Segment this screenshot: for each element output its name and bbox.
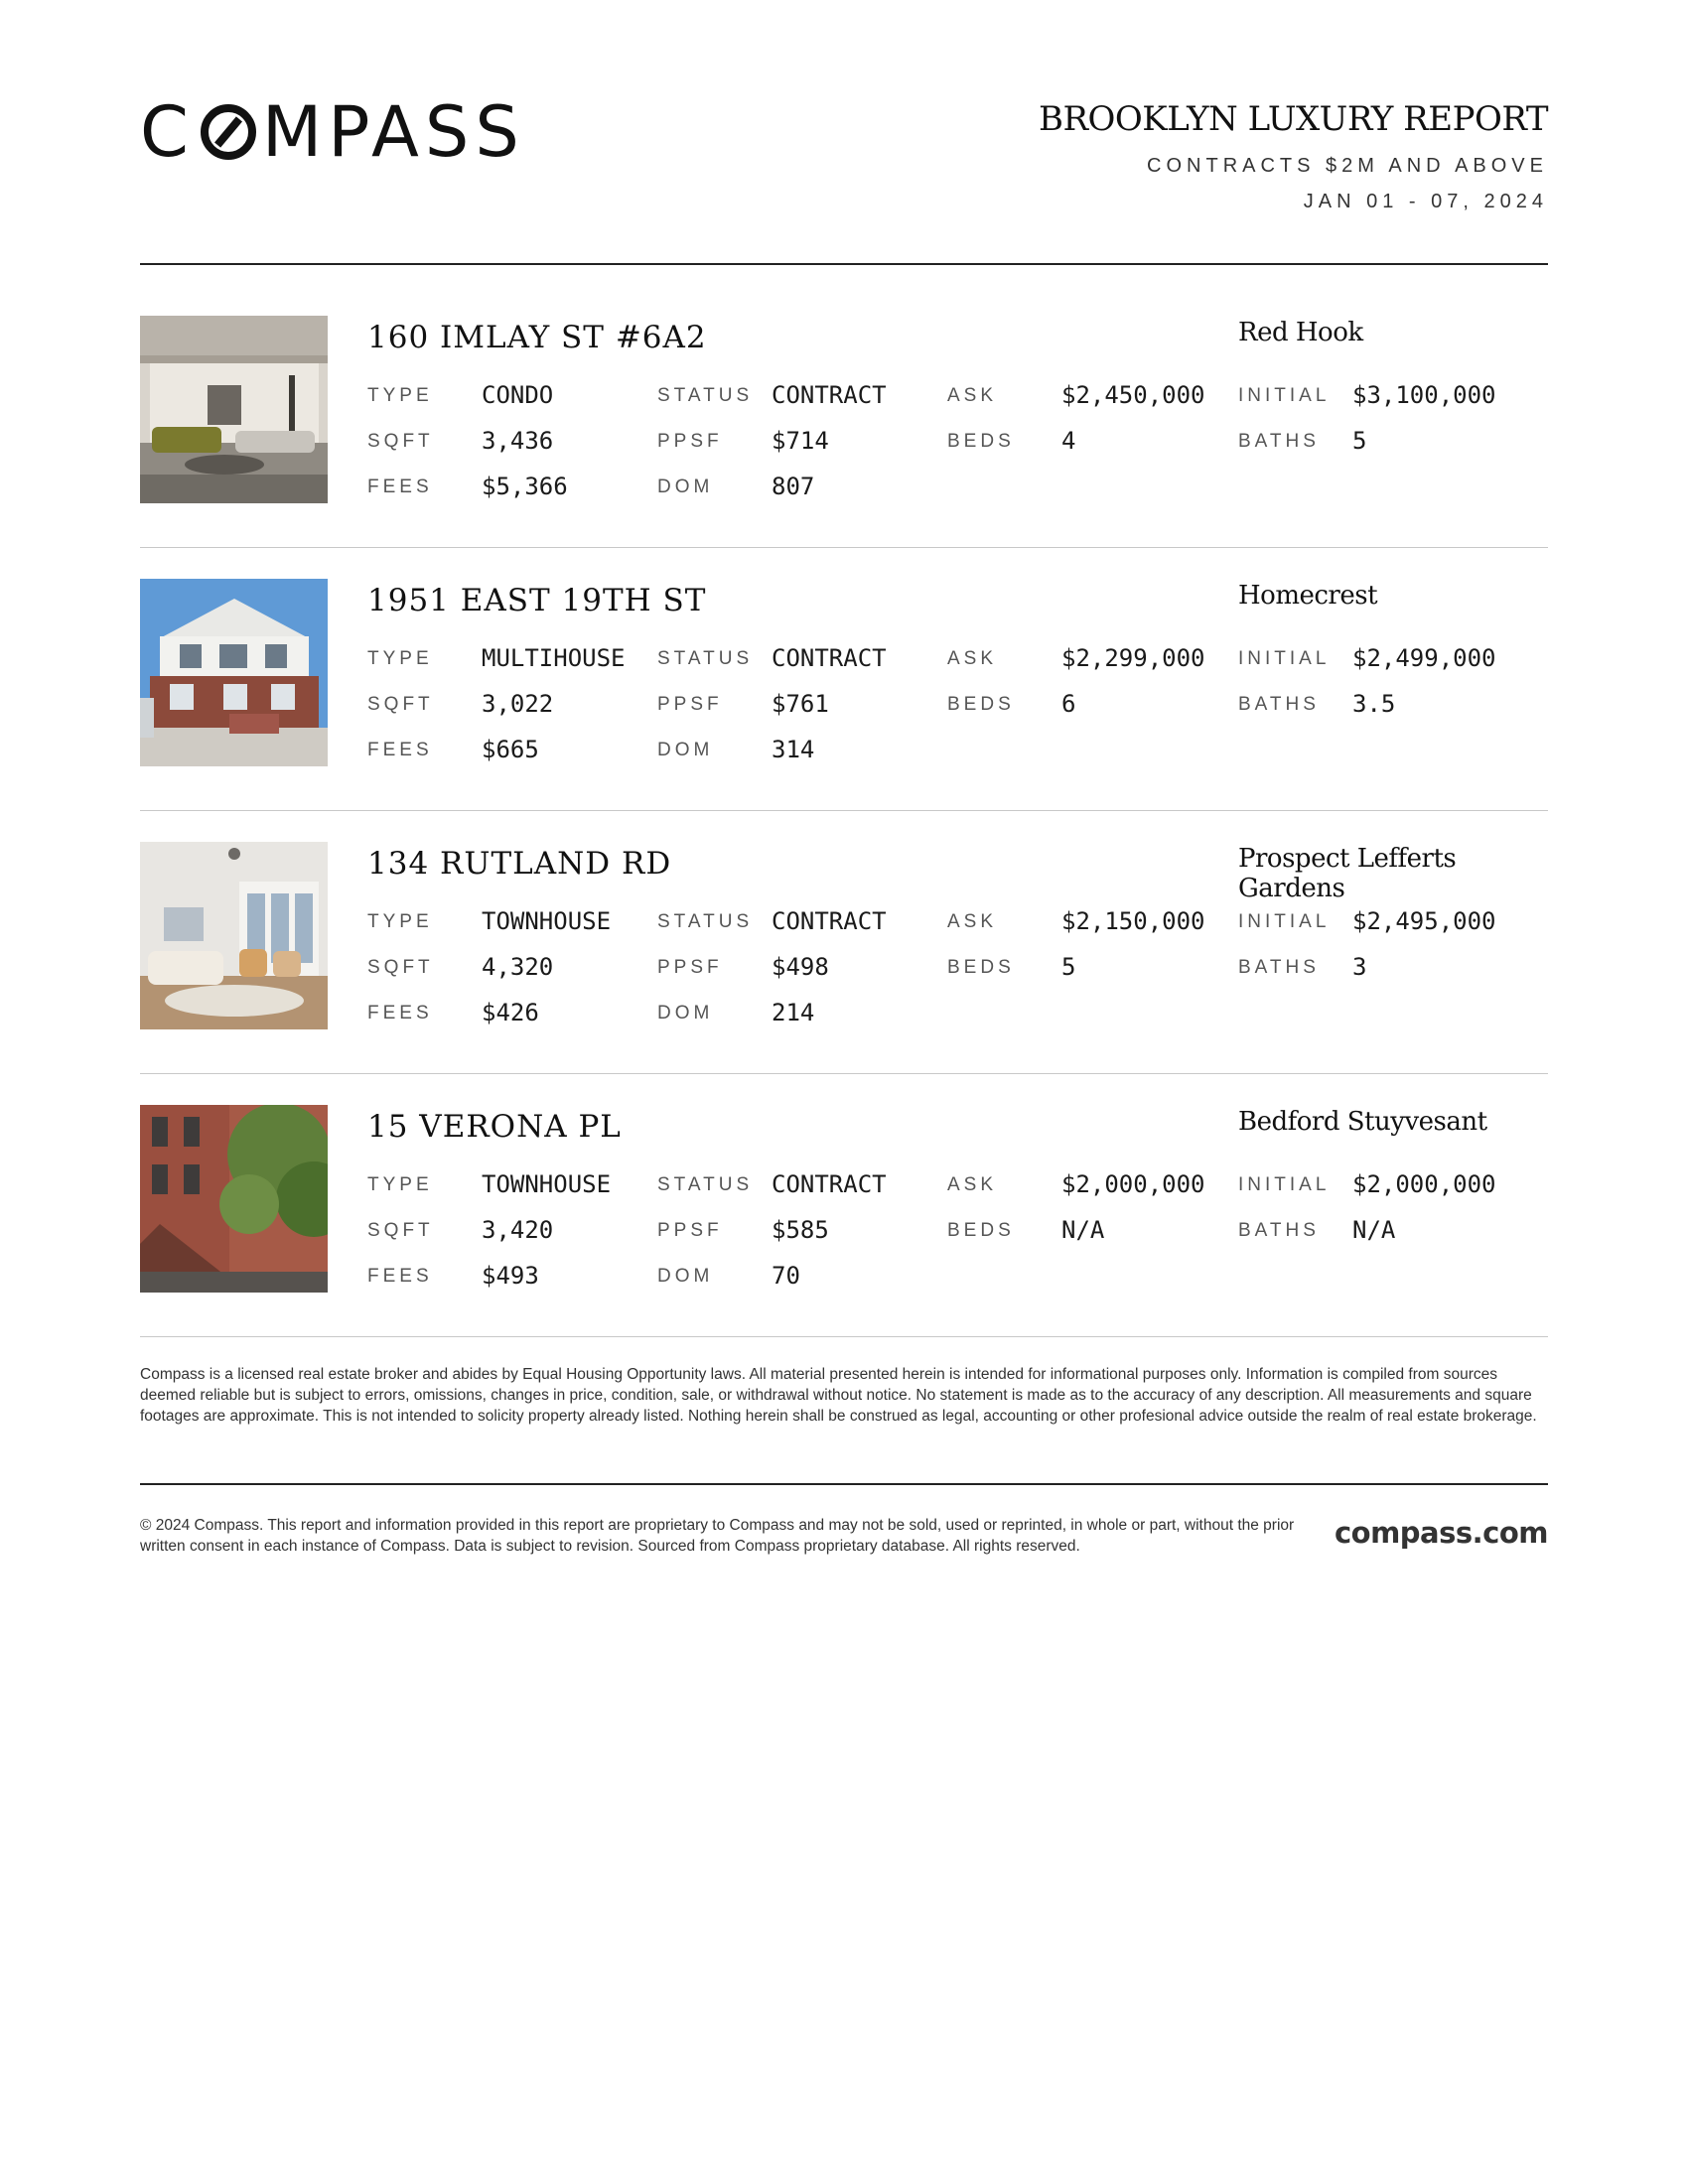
report-header: [140, 0, 1548, 265]
report-title: BROOKLYN LUXURY REPORT: [1038, 99, 1548, 139]
parlor-room-photo: [140, 842, 328, 1029]
listing-card: 15 VERONA PL Bedford Stuyvesant TYPE TOWNHOUSE STATUS CONTRACT ASK $2,000,000 INITIAL $2,000,000 SQFT 3,420 PPSF $585 BEDS N/A BATHS N/A FEES $493 DOM 70: [140, 1105, 1548, 1294]
house-exterior-photo: [140, 579, 328, 766]
listing-divider: [140, 1336, 1548, 1337]
header-divider: [140, 263, 1548, 265]
listing-neighborhood: Prospect Lefferts Gardens: [1238, 844, 1457, 903]
copyright-notice: © 2024 Compass. This report and information provided in this report are proprietary to Compass and may not be sold, used or reprinted, in whole or part, without the prior written consent in each instance of Compass. Data is subject to revision. Sourced from Compass proprietary database. All rights reserved.: [140, 1517, 1295, 1555]
brownstone-street-photo: [140, 1105, 328, 1293]
report-page: [140, 0, 1548, 1555]
listing-address: 134 RUTLAND RD: [367, 846, 672, 882]
listing-address: 160 IMLAY ST #6A2: [367, 320, 707, 355]
listing-card: 134 RUTLAND RD Prospect Lefferts Gardens TYPE TOWNHOUSE STATUS CONTRACT ASK $2,150,000 INITIAL $2,495,000 SQFT 4,320 PPSF $498 BEDS 5 BATHS 3 FEES $426 DOM 214: [140, 842, 1548, 1030]
listing-neighborhood: Red Hook: [1238, 318, 1363, 347]
compass-logo: C MPASS: [140, 91, 525, 173]
listing-address: 1951 EAST 19TH ST: [367, 583, 707, 618]
report-subtitle: CONTRACTS $2M AND ABOVE: [1147, 155, 1548, 177]
footer-divider: [140, 1483, 1548, 1485]
listing-card: 160 IMLAY ST #6A2 Red Hook TYPE CONDO STATUS CONTRACT ASK $2,450,000 INITIAL $3,100,000 SQFT 3,436 PPSF $714 BEDS 4 BATHS 5 FEES $5,366 DOM 807: [140, 316, 1548, 504]
website-link[interactable]: compass.com: [1334, 1516, 1548, 1550]
listing-neighborhood: Bedford Stuyvesant: [1238, 1107, 1487, 1137]
listing-card: 1951 EAST 19TH ST Homecrest TYPE MULTIHOUSE STATUS CONTRACT ASK $2,299,000 INITIAL $2,499,000 SQFT 3,022 PPSF $761 BEDS 6 BATHS 3.5 FEES $665 DOM 314: [140, 579, 1548, 767]
legal-disclaimer: Compass is a licensed real estate broker and abides by Equal Housing Opportunity laws. All material presented herein is intended for informational purposes only. Information is compiled from sources deemed reliable but is subject to errors, omissions, changes in price, condition, sale, or withdrawal without notice. No statement is made as to the accuracy of any description. All measurements and square footages are approximate. This is not intended to solicity property already listed. Nothing herein shall be construed as legal, accounting or other profesional advice outside the realm of real estate brokerage.: [140, 1366, 1537, 1425]
report-date-range: JAN 01 - 07, 2024: [1303, 191, 1548, 212]
listing-divider: [140, 547, 1548, 548]
listing-photo-exterior: [140, 1105, 328, 1293]
compass-o-icon: [201, 104, 256, 160]
living-room-photo: [140, 316, 328, 503]
listing-divider: [140, 1073, 1548, 1074]
listing-photo-interior: [140, 842, 328, 1029]
listing-address: 15 VERONA PL: [367, 1109, 622, 1145]
listing-divider: [140, 810, 1548, 811]
listing-photo-interior: [140, 316, 328, 503]
listing-photo-exterior: [140, 579, 328, 766]
listing-neighborhood: Homecrest: [1238, 581, 1378, 611]
